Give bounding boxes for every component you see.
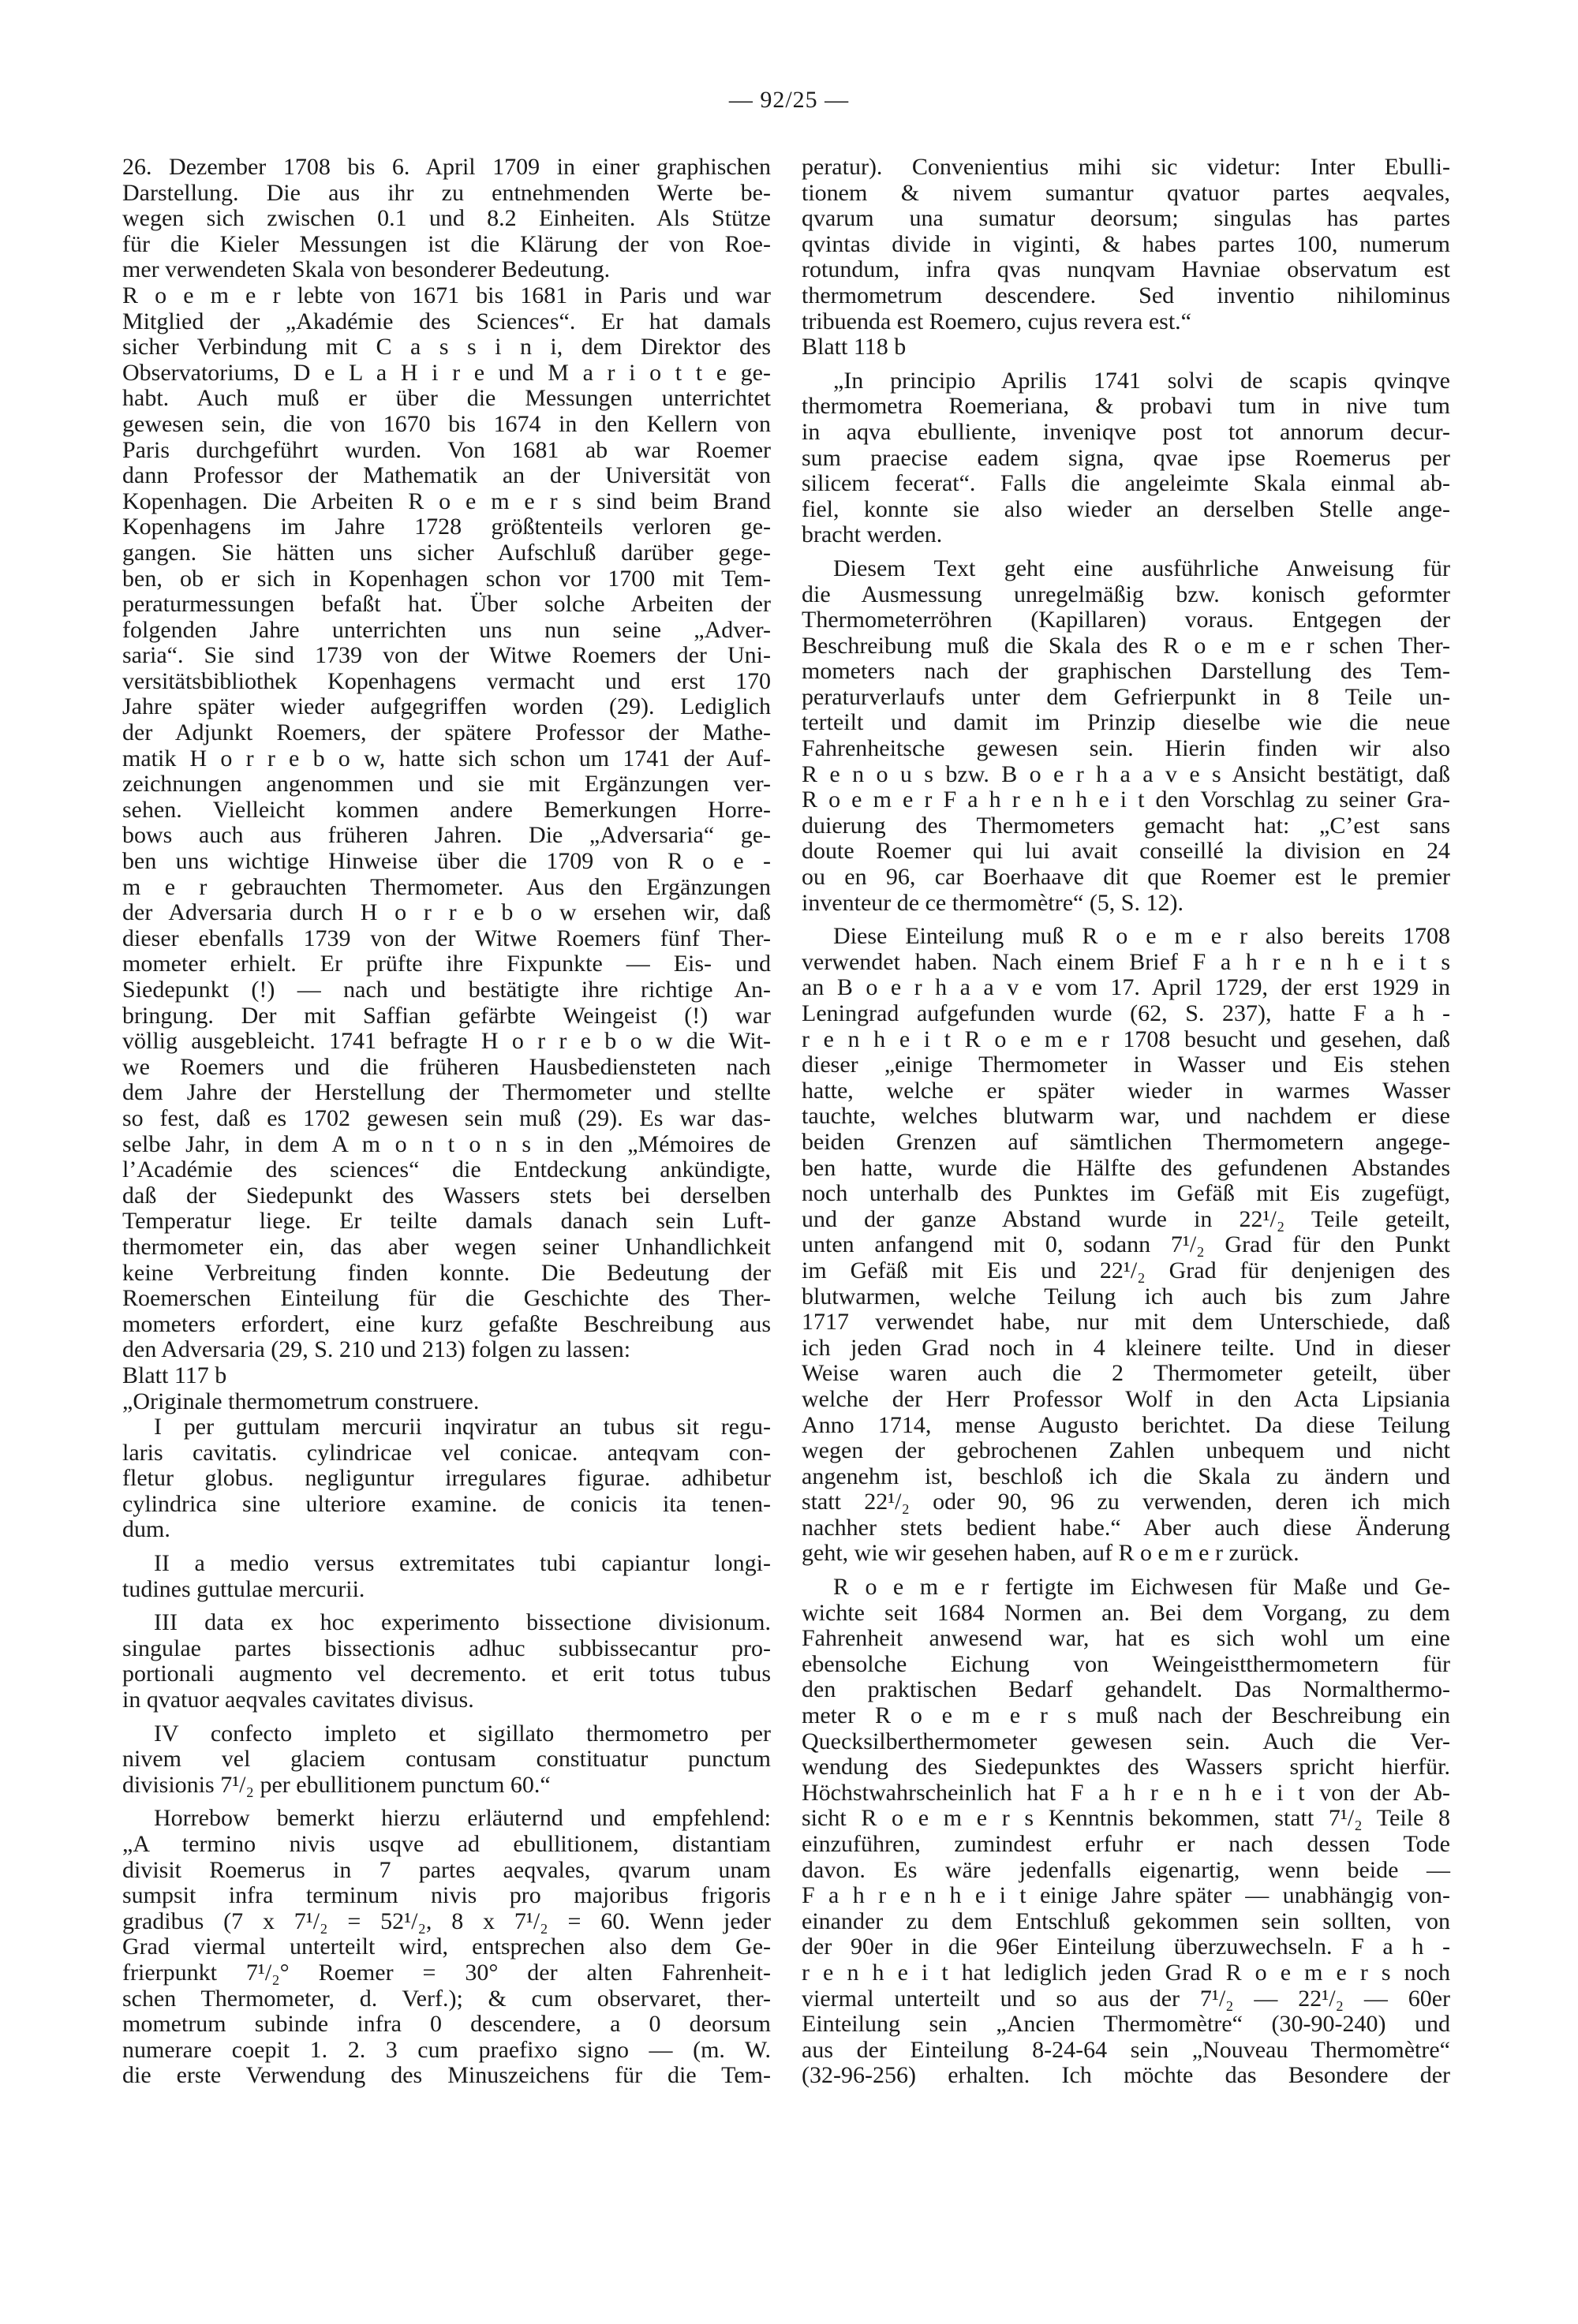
right-column <box>802 155 1450 2089</box>
paragraph <box>802 924 1450 1567</box>
text-line: Thermometerröhren (Kapillaren) voraus. Entgegen der <box>802 607 1450 633</box>
text-line: tionem & nivem sumantur qvatuor partes aeqvales, <box>802 179 1450 206</box>
text-line: R e n o u s bzw. B o e r h a a v e s Ansicht bestätigt, daß <box>802 760 1450 787</box>
text-line: Mitglied der „Akadémie des Sciences“. Er hat damals <box>122 308 771 334</box>
text-line: we Roemers und die früheren Hausbediensteten nach <box>122 1053 771 1080</box>
text-line: R o e m e r fertigte im Eichwesen für Maße und Ge- <box>833 1574 1450 1601</box>
text-line: dieser „einige Thermometer in Wasser und Eis stehen <box>802 1052 1450 1078</box>
text-line: nivem vel glaciem contusam constituatur punctum <box>122 1746 771 1773</box>
text-line: Paris durchgeführt wurden. Von 1681 ab war Roemer <box>122 436 771 463</box>
text-line: saria“. Sie sind 1739 von der Witwe Roemers der Uni- <box>122 642 771 669</box>
text-line: nachher stets bedient habe.“ Aber auch diese Änderung <box>802 1514 1450 1541</box>
text-line: bracht werden. <box>802 521 943 548</box>
paragraph <box>122 1610 771 1713</box>
text-line: R o e m e r F a h r e n h e i t den Vorschlag zu seiner Gra- <box>802 786 1450 813</box>
text-line: selbe Jahr, in dem A m o n t o n s in den „Mémoires de <box>122 1130 771 1157</box>
text-line: Diesem Text geht eine ausführliche Anweisung für <box>833 555 1450 581</box>
text-line: Quecksilberthermometer gewesen sein. Auch die Ver- <box>802 1728 1450 1754</box>
text-line: die erste Verwendung des Minuszeichens für die Tem- <box>122 2062 771 2089</box>
text-line: divisionis 7¹/₂ per ebullitionem punctum 60.“ <box>122 1771 551 1798</box>
text-line: terteilt und damit im Prinzip dieselbe wie die neue <box>802 709 1450 736</box>
text-line: bows auch aus früheren Jahren. Die „Adversaria“ ge- <box>122 822 771 849</box>
text-line: sehen. Vielleicht kommen andere Bemerkungen Horre- <box>122 796 771 823</box>
text-line: welche der Herr Professor Wolf in den Acta Lipsiania <box>802 1385 1450 1412</box>
text-line: Horrebow bemerkt hierzu erläuternd und empfehlend: <box>154 1805 771 1832</box>
text-line: tribuenda est Roemero, cujus revera est.“ <box>802 308 1191 334</box>
text-line: mometer erhielt. Er prüfte ihre Fixpunkte — Eis- und <box>122 951 771 977</box>
text-line: Weise waren auch die 2 Thermometer geteilt, über <box>802 1360 1450 1387</box>
text-line: keine Verbreitung finden konnte. Die Bedeutung der <box>122 1259 771 1286</box>
text-line: portionali augmento vel decremento. et erit totus tubus <box>122 1661 771 1687</box>
text-line: dieser ebenfalls 1739 von der Witwe Roemers fünf Ther- <box>122 925 771 951</box>
text-line: Einteilung sein „Ancien Thermomètre“ (30-90-240) und <box>802 2011 1450 2038</box>
text-line: Blatt 118 b <box>802 334 907 361</box>
text-line: l’Académie des sciences“ die Entdeckung ankündigte, <box>122 1156 771 1183</box>
text-line: ben, ob er sich in Kopenhagen schon vor 1700 mit Tem- <box>122 565 771 592</box>
text-line: tudines guttulae mercurii. <box>122 1575 365 1602</box>
text-line: der Adversaria durch H o r r e b o w ersehen wir, daß <box>122 899 771 926</box>
text-line: sumpsit infra terminum nivis pro majoribus frigoris <box>122 1882 771 1909</box>
paragraph <box>802 334 1450 361</box>
text-line: ou en 96, car Boerhaave dit que Roemer est le premier <box>802 864 1450 891</box>
text-line: laris cavitatis. cylindricae vel conicae. anteqvam con- <box>122 1439 771 1466</box>
text-line: „In principio Aprilis 1741 solvi de scapis qvinqve <box>833 367 1450 394</box>
text-line: m e r gebrauchten Thermometer. Aus den Ergänzungen <box>122 873 771 900</box>
text-line: daß der Siedepunkt des Wassers stets bei derselben <box>122 1182 771 1209</box>
text-line: peratur). Convenientius mihi sic videtur: Inter Ebulli- <box>802 154 1450 180</box>
text-line: völlig ausgebleicht. 1741 befragte H o r r e b o w die Wit- <box>122 1028 771 1055</box>
text-line: sicht R o e m e r s Kenntnis bekommen, statt 7¹/₂ Teile 8 <box>802 1805 1450 1832</box>
text-line: meter R o e m e r s muß nach der Beschreibung ein <box>802 1702 1450 1729</box>
text-line: singulae partes bissectionis adhuc subbissecantur pro- <box>122 1635 771 1661</box>
text-line: in aqva ebulliente, inveniqve post tot annorum decur- <box>802 418 1450 445</box>
text-line: frierpunkt 7¹/₂° Roemer = 30° der alten Fahrenheit- <box>122 1959 771 1986</box>
text-line: tauchte, welches blutwarm war, und nachdem er diese <box>802 1103 1450 1130</box>
text-line: ben hatte, wurde die Hälfte des gefundenen Abstandes <box>802 1154 1450 1181</box>
text-line: thermometer ein, das aber wegen seiner Unhandlichkeit <box>122 1233 771 1260</box>
text-line: thermometra Roemeriana, & probavi tum in nive tum <box>802 393 1450 420</box>
paragraph <box>122 1389 771 1415</box>
paragraph <box>802 155 1450 334</box>
paragraph <box>802 1575 1450 2089</box>
text-line: r e n h e i t hat lediglich jeden Grad R o e m e r s noch <box>802 1959 1450 1986</box>
text-line: wegen sich zwischen 0.1 und 8.2 Einheiten. Als Stütze <box>122 205 771 232</box>
text-line: geht, wie wir gesehen haben, auf R o e m e r zurück. <box>802 1540 1299 1567</box>
text-line: bringung. Der mit Saffian gefärbte Weingeist (!) war <box>122 1002 771 1029</box>
text-line: Diese Einteilung muß R o e m e r also bereits 1708 <box>833 923 1450 950</box>
text-line: Kopenhagen. Die Arbeiten R o e m e r s sind beim Brand <box>122 488 771 514</box>
text-line: „Originale thermometrum construere. <box>122 1388 480 1414</box>
text-line: mer verwendeten Skala von besonderer Bedeutung. <box>122 256 611 283</box>
paragraph <box>122 1721 771 1799</box>
text-line: rotundum, infra qvas nunqvam Havniae observatum est <box>802 256 1450 283</box>
text-line: r e n h e i t R o e m e r 1708 besucht und gesehen, daß <box>802 1026 1450 1052</box>
text-line: Jahre später wieder aufgegriffen worden (29). Lediglich <box>122 693 771 720</box>
text-line: wegen der gebrochenen Zahlen unbequem und nicht <box>802 1437 1450 1464</box>
text-line: wendung des Siedepunktes des Wassers spricht hierfür. <box>802 1754 1450 1780</box>
text-line: doute Roemer qui lui avait conseillé la division en 24 <box>802 838 1450 865</box>
text-line: und der ganze Abstand wurde in 22¹/₂ Teile geteilt, <box>802 1205 1450 1232</box>
text-line: thermometrum descendere. Sed inventio nihilominus <box>802 282 1450 308</box>
text-line: ich jeden Grad noch in 4 kleinere teilte. Und in dieser <box>802 1334 1450 1361</box>
text-line: die Ausmessung unregelmäßig bzw. konisch geformter <box>802 581 1450 607</box>
text-line: einander zu dem Entschluß gekommen sein sollten, von <box>802 1907 1450 1934</box>
text-line: angenehm ist, beschloß ich die Skala zu ändern und <box>802 1463 1450 1489</box>
text-line: der Adjunkt Roemers, der spätere Professor der Mathe- <box>122 719 771 746</box>
text-line: zeichnungen angenommen und sie mit Ergänzungen ver- <box>122 771 771 798</box>
text-line: den Adversaria (29, S. 210 und 213) folgen zu lassen: <box>122 1336 631 1363</box>
text-line: Temperatur liege. Er teilte damals danach sein Luft- <box>122 1208 771 1235</box>
text-line: so fest, daß es 1702 gewesen sein muß (29). Es war das- <box>122 1104 771 1131</box>
text-line: dum. <box>122 1516 170 1543</box>
paragraph <box>122 1363 771 1389</box>
text-line: divisit Roemerus in 7 partes aeqvales, qvarum unam <box>122 1856 771 1883</box>
text-line: folgenden Jahre unterrichten uns nun seine „Adver- <box>122 616 771 643</box>
text-line: gradibus (7 x 7¹/₂ = 52¹/₂, 8 x 7¹/₂ = 60. Wenn jeder <box>122 1907 771 1934</box>
paragraph <box>122 1414 771 1543</box>
text-line: cylindrica sine ulteriore examine. de conicis ita tenen- <box>122 1490 771 1517</box>
text-line: ben uns wichtige Hinweise über die 1709 von R o e - <box>122 848 771 875</box>
text-line: davon. Es wäre jedenfalls eigenartig, wenn beide — <box>802 1856 1450 1883</box>
text-line: noch unterhalb des Punktes im Gefäß mit Eis zugefügt, <box>802 1180 1450 1207</box>
text-line: beiden Grenzen auf sämtlichen Thermometern angege- <box>802 1128 1450 1155</box>
page-number: — 92/25 — <box>728 87 850 113</box>
text-line: II a medio versus extremitates tubi capiantur longi- <box>154 1550 771 1577</box>
text-line: numerare coepit 1. 2. 3 cum praefixo signo — (m. W. <box>122 2036 771 2063</box>
text-line: Darstellung. Die aus ihr zu entnehmenden Werte be- <box>122 179 771 206</box>
text-line: der 90er in die 96er Einteilung überzuwechseln. F a h - <box>802 1934 1450 1960</box>
text-line: für die Kieler Messungen ist die Klärung der von Roe- <box>122 230 771 257</box>
text-line: sicher Verbindung mit C a s s i n i, dem Direktor des <box>122 334 771 361</box>
text-line: mometers erfordert, eine kurz gefaßte Beschreibung aus <box>122 1310 771 1337</box>
text-line: F a h r e n h e i t einige Jahre später — unabhängig von- <box>802 1882 1450 1909</box>
text-line: verwendet haben. Nach einem Brief F a h r e n h e i t s <box>802 948 1450 975</box>
text-line: Kopenhagens im Jahre 1728 größtenteils verloren ge- <box>122 514 771 540</box>
text-line: unten anfangend mit 0, sodann 7¹/₂ Grad für den Punkt <box>802 1231 1450 1258</box>
text-line: Roemerschen Einteilung für die Geschichte des Ther- <box>122 1285 771 1312</box>
paragraph <box>122 1806 771 2089</box>
text-line: fletur globus. negliguntur irregulares figurae. adhibetur <box>122 1465 771 1492</box>
text-line: silicem fecerat“. Falls die angeleimte Skala einmal ab- <box>802 470 1450 497</box>
text-line: hatte, welche er später wieder in warmes Wasser <box>802 1077 1450 1104</box>
text-line: den praktischen Bedarf gehandelt. Das Normalthermo- <box>802 1676 1450 1703</box>
text-line: an B o e r h a a v e vom 17. April 1729, der erst 1929 in <box>802 974 1450 1001</box>
text-line: Observatoriums, D e L a H i r e und M a r i o t t e ge- <box>122 359 771 386</box>
text-line: mometrum subinde infra 0 descendere, a 0 deorsum <box>122 2011 771 2038</box>
text-line: Fahrenheitsche gewesen sein. Hierin finden wir also <box>802 735 1450 762</box>
text-line: schen Thermometer, d. Verf.); & cum observaret, ther- <box>122 1985 771 2012</box>
text-line: I per guttulam mercurii inqviratur an tubus sit regu- <box>154 1414 771 1440</box>
paragraph <box>802 556 1450 916</box>
text-line: versitätsbibliothek Kopenhagens vermacht und erst 170 <box>122 667 771 694</box>
paragraph <box>122 1551 771 1602</box>
text-line: „A termino nivis usqve ad ebullitionem, distantiam <box>122 1831 771 1857</box>
text-line: aus der Einteilung 8-24-64 sein „Nouveau Thermomètre“ <box>802 2036 1450 2063</box>
text-line: Siedepunkt (!) — nach und bestätigte ihre richtige An- <box>122 977 771 1003</box>
text-line: Beschreibung muß die Skala des R o e m e r schen Ther- <box>802 632 1450 659</box>
text-line: mometers nach der graphischen Darstellung des Tem- <box>802 658 1450 685</box>
text-line: viermal unterteilt und so aus der 7¹/₂ — 22¹/₂ — 60er <box>802 1985 1450 2012</box>
text-line: blutwarmen, welche Teilung ich auch bis zum Jahre <box>802 1283 1450 1310</box>
text-line: im Gefäß mit Eis und 22¹/₂ Grad für denjenigen des <box>802 1257 1450 1283</box>
text-line: fiel, konnte sie also wieder an derselben Stelle ange- <box>802 495 1450 522</box>
text-line: duierung des Thermometers gemacht hat: „C’est sans <box>802 812 1450 839</box>
text-line: 1717 verwendet habe, nur mit dem Unterschiede, daß <box>802 1309 1450 1336</box>
text-line: matik H o r r e b o w, hatte sich schon um 1741 der Auf- <box>122 745 771 772</box>
text-line: Anno 1714, mense Augusto berichtet. Da diese Teilung <box>802 1411 1450 1438</box>
text-line: dem Jahre der Herstellung der Thermometer und stellte <box>122 1079 771 1106</box>
text-line: in qvatuor aeqvales cavitates divisus. <box>122 1687 474 1713</box>
text-line: einzuführen, zumindest erfuhr er nach dessen Tode <box>802 1831 1450 1857</box>
text-line: qvintas divide in viginti, & habes partes 100, numerum <box>802 230 1450 257</box>
text-line: statt 22¹/₂ oder 90, 96 zu verwenden, deren ich mich <box>802 1489 1450 1515</box>
text-line: Leningrad aufgefunden wurde (62, S. 237), hatte F a h - <box>802 1000 1450 1026</box>
text-line: Grad viermal unterteilt wird, entsprechen also dem Ge- <box>122 1934 771 1960</box>
text-line: gewesen sein, die von 1670 bis 1674 in den Kellern von <box>122 410 771 437</box>
text-line: peraturmessungen befaßt hat. Über solche Arbeiten der <box>122 591 771 618</box>
text-line: Blatt 117 b <box>122 1362 227 1388</box>
paragraph <box>802 368 1450 548</box>
text-line: qvarum una sumatur deorsum; singulas has partes <box>802 205 1450 232</box>
text-line: Fahrenheit anwesend war, hat es sich wohl um eine <box>802 1625 1450 1652</box>
text-line: gangen. Sie hätten uns sicher Aufschluß darüber gege- <box>122 539 771 566</box>
paragraph <box>122 283 771 1363</box>
text-line: (32-96-256) erhalten. Ich möchte das Besondere der <box>802 2062 1450 2089</box>
paragraph <box>122 155 771 283</box>
text-line: R o e m e r lebte von 1671 bis 1681 in Paris und war <box>122 282 771 308</box>
text-line: sum praecise eadem signa, qvae ipse Roemerus per <box>802 444 1450 471</box>
text-line: peraturverlaufs unter dem Gefrierpunkt in 8 Teile un- <box>802 683 1450 710</box>
text-line: ebensolche Eichung von Weingeistthermometern für <box>802 1650 1450 1677</box>
text-line: Höchstwahrscheinlich hat F a h r e n h e i t von der Ab- <box>802 1779 1450 1806</box>
text-line: dann Professor der Mathematik an der Universität von <box>122 462 771 489</box>
text-line: inventeur de ce thermomètre“ (5, S. 12). <box>802 889 1184 916</box>
text-line: IV confecto impleto et sigillato thermometro per <box>154 1720 771 1747</box>
text-line: habt. Auch muß er über die Messungen unterrichtet <box>122 385 771 412</box>
left-column <box>122 155 771 2089</box>
text-line: wichte seit 1684 Normen an. Bei dem Vorgang, zu dem <box>802 1599 1450 1626</box>
text-line: 26. Dezember 1708 bis 6. April 1709 in einer graphischen <box>122 154 771 180</box>
text-line: III data ex hoc experimento bissectione divisionum. <box>154 1609 771 1636</box>
